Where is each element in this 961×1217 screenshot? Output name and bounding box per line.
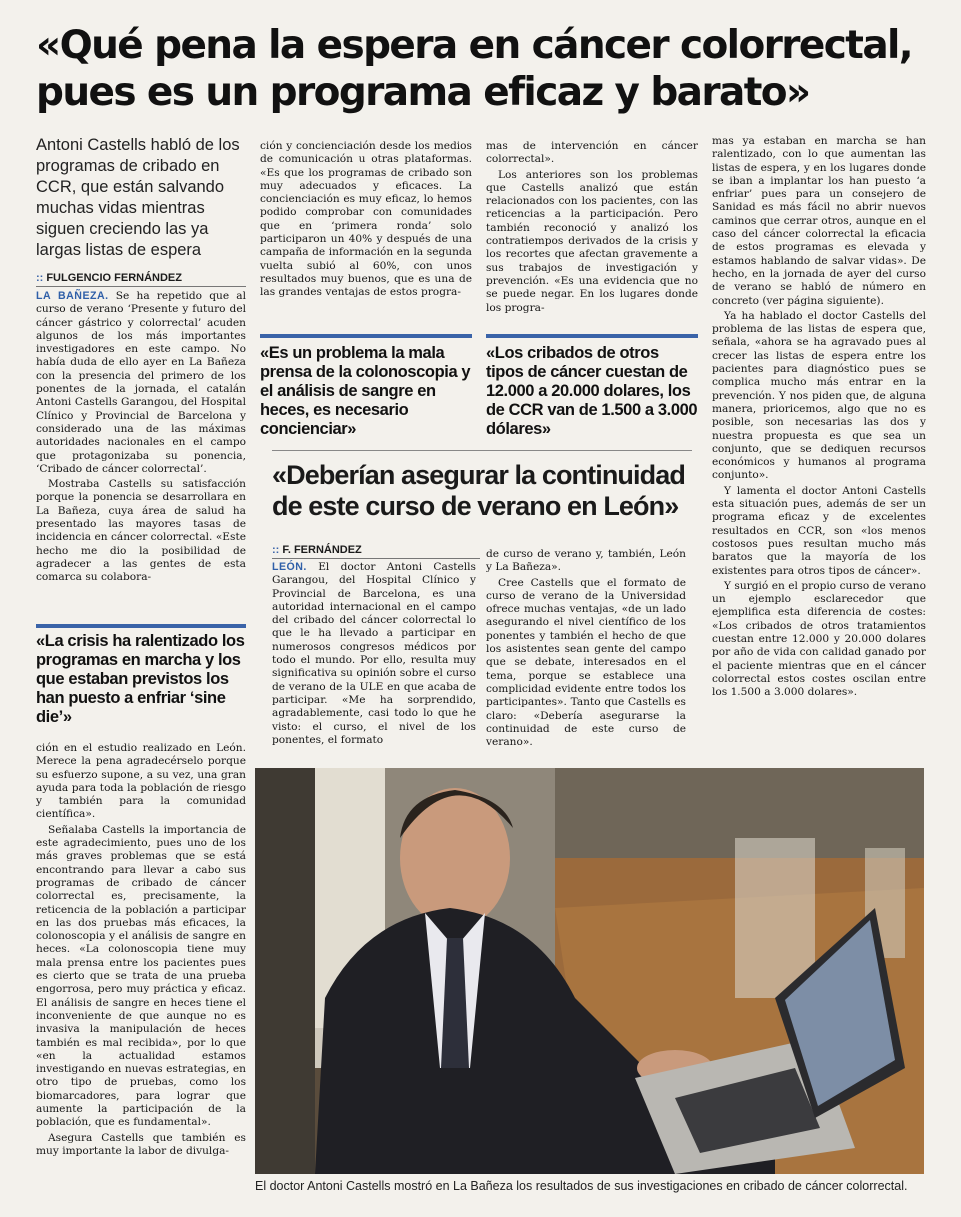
pull-quote-bar	[486, 334, 698, 338]
paragraph: Señalaba Castells la importancia de este agradecimiento, pues uno de los más graves problemas que se está encontrando para llevar a cabo sus programas de cribado de cáncer colorrectal es, precisamente, la reticencia de la población a participar en las dos pruebas más eficaces, la colonoscopia y el análisis de sangre en heces. «La colonoscopia tiene muy mala prensa entre los pacientes pues es cierto que se trata de una prueba engorrosa, pero muy práctica y eficaz. El análisis de sangre en heces tiene el inconveniente de que aunque no es invasiva la manipulación de heces también es mal recibida», por lo que «en la actualidad estamos investigando en nuevas estrategias, en otro tipo de pruebas, como los biomarcadores, para lograr que aumente la participación de la población, que es fundamental».	[36, 823, 246, 1129]
paragraph: Y lamenta el doctor Antoni Castells esta situación pues, además de ser un programa eficaz y de excelentes resultados en CCR, son «los menos costosos pues resultan mucho más baratos que la mayoría de los existentes para otros tipos de cáncer».	[712, 484, 926, 577]
article-lead: Antoni Castells habló de los programas de cribado en CCR, que están salvando muchas vidas mientras siguen creciendo las ya largas listas de espera	[36, 136, 240, 259]
location-tag: LA BAÑEZA.	[36, 290, 109, 302]
photo-castells-laptop	[255, 768, 924, 1174]
pull-quote-bar	[36, 624, 246, 628]
pull-quote-bar	[260, 334, 472, 338]
column-3-top	[486, 140, 698, 317]
pull-quote-1: «La crisis ha ralentizado los programas en marcha y los que estaban previstos los han puesto a enfriar ‘sine die’»	[36, 632, 245, 726]
pull-quote-3: «Los cribados de otros tipos de cáncer cuestan de 12.000 a 20.000 dolares, los de CCR van de 1.500 a 3.000 dólares»	[486, 344, 698, 438]
byline-sidebar	[272, 544, 480, 559]
byline-sidebar-text: F. FERNÁNDEZ	[282, 544, 362, 556]
byline-marker-icon: ::	[36, 272, 44, 284]
column-1-top	[36, 290, 246, 587]
paragraph: Mostraba Castells su satisfacción porque la ponencia se desarrollara en La Bañeza, cuya área de salud ha presentado las mayores tasas de incidencia en cáncer colorrectal. «Este hecho me dio la posibilidad de agradecer a las gentes de esta comarca su colabora-	[36, 478, 246, 584]
byline-main	[36, 272, 246, 287]
headline-line-2: pues es un programa eficaz y barato»	[36, 70, 810, 115]
paragraph: Asegura Castells que también es muy importante la labor de divulga-	[36, 1131, 246, 1157]
pull-quote-2: «Es un problema la mala prensa de la colonoscopia y el análisis de sangre en heces, es necesario concienciar»	[260, 344, 471, 438]
byline-marker-icon: ::	[272, 544, 280, 556]
paragraph: ción en el estudio realizado en León. Merece la pena agradecérselo porque su esfuerzo supone, a su vez, una gran ayuda para toda la población de riesgo y también para la comunidad científica».	[36, 742, 246, 821]
column-2-top	[260, 140, 472, 302]
sidebar-column-a	[272, 561, 476, 749]
paragraph: mas de intervención en cáncer colorrectal».	[486, 140, 698, 166]
column-1-bottom	[36, 742, 246, 1160]
byline-main-text: FULGENCIO FERNÁNDEZ	[46, 272, 182, 284]
paragraph-text: Se ha repetido que al curso de verano ‘Presente y futuro del cáncer gástrico y colorrectal’ acuden algunos de los más importantes investigadores en este campo. No había duda de ello ayer en La Bañeza con la presencia del primero de los ponentes de la jornada, el catalán Antoni Castells Garangou, del Hospital Clínico y Provincial de Barcelona y considerado una de las máximas autoridades nacionales en el campo que protagonizaba su ponencia, ‘Cribado de cáncer colorrectal’.	[36, 290, 247, 475]
sidebar-headline: «Deberían asegurar la continuidad de este curso de verano en León»	[272, 460, 685, 521]
article-headline	[36, 22, 951, 116]
photo-caption: El doctor Antoni Castells mostró en La Bañeza los resultados de sus investigaciones en cribado de cáncer colorrectal.	[255, 1179, 908, 1193]
location-tag: LEÓN.	[272, 561, 307, 573]
paragraph: de curso de verano y, también, León y La Bañeza».	[486, 548, 686, 574]
sidebar-column-b	[486, 548, 686, 751]
sidebar-rule	[272, 450, 692, 451]
paragraph: Los anteriores son los problemas que Castells analizó que están relacionados con los pacientes, con las reticencias a la participación. Pero también reconoció y analizó los contratiempos derivados de la crisis y los recortes que afectan gravemente a sus trabajos de investigación y prevención. «Es una evidencia que no se puede negar. En los lugares donde los progra-	[486, 168, 698, 314]
paragraph: Y surgió en el propio curso de verano un ejemplo esclarecedor que ejemplifica esta diferencia de costes: «Los cribados de otros tratamientos cuestan entre 12.000 y 20.000 dolares por año de vida con calidad ganado por el paciente mientras que en el cáncer colorrectal estos costes oscilan entre los 1.500 a 3.000 dolares».	[712, 579, 926, 699]
photo-illustration	[255, 768, 924, 1174]
paragraph	[36, 290, 246, 476]
column-4	[712, 135, 926, 701]
paragraph: Ya ha hablado el doctor Castells del problema de las listas de espera que, señala, «ahora se ha agravado pues al crecer las listas de espera entre los pacientes para diagnóstico pues se complica mucho más entrar en la prevención. Y nos piden que, de alguna manera, prioricemos, algo que no es posible, son necesarias las dos y nuestra propuesta es que sea un conjunto, que se dediquen recursos económicos y humanos al programa conjunto».	[712, 309, 926, 482]
headline-line-1: «Qué pena la espera en cáncer colorrectal,	[36, 23, 913, 68]
paragraph: mas ya estaban en marcha se han ralentizado, con lo que aumentan las listas de espera, y en los lugares donde se iban a implantar los han puesto ‘a enfriar’ pues para un consejero de Sanidad es más fácil no abrir nuevos caminos que cerrar otros, aunque en el caso del cáncer colorrectal la eficacia de estos programas es elevada y estamos hablando de salvar vidas». De hecho, en la jornada de ayer del curso de verano se habló de número en concreto (ver página siguiente).	[712, 135, 926, 307]
paragraph: ción y concienciación desde los medios de comunicación u otras plataformas. «Es que los programas de cribado son muy adecuados y eficaces. La concienciación es muy eficaz, lo hemos podido comprobar con comunidades que en ‘primera ronda’ solo participaron un 40% y después de una campaña de información en la segunda vuelta subió al 60%, con unos resultados muy buenos, que es una de las grandes ventajas de estos progra-	[260, 140, 472, 299]
paragraph-text: El doctor Antoni Castells Garangou, del Hospital Clínico y Provincial de Barcelona, es una autoridad internacional en el campo del cribado del cáncer colorrectal lo que le ha llevado a participar en numerosos congresos médicos por todo el mundo. Por ello, resulta muy significativa su opinión sobre el curso de verano de la ULE en que acaba de participar. «Me ha sorprendido, agradablemente, casi todo lo que he visto: el curso, el nivel de los ponentes, el formato	[272, 561, 476, 746]
paragraph: Cree Castells que el formato de curso de verano de la Universidad ofrece muchas ventajas, «de un lado asegurando el nivel científico de los ponentes y también el hecho de que los asistentes sean gente del campo que se debate, interesados en el tema, porque se establece una complicidad evidente entre todos los participantes». Tanto que Castells es claro: «Debería asegurarse la continuidad de este curso de verano».	[486, 576, 686, 749]
paragraph	[272, 561, 476, 747]
